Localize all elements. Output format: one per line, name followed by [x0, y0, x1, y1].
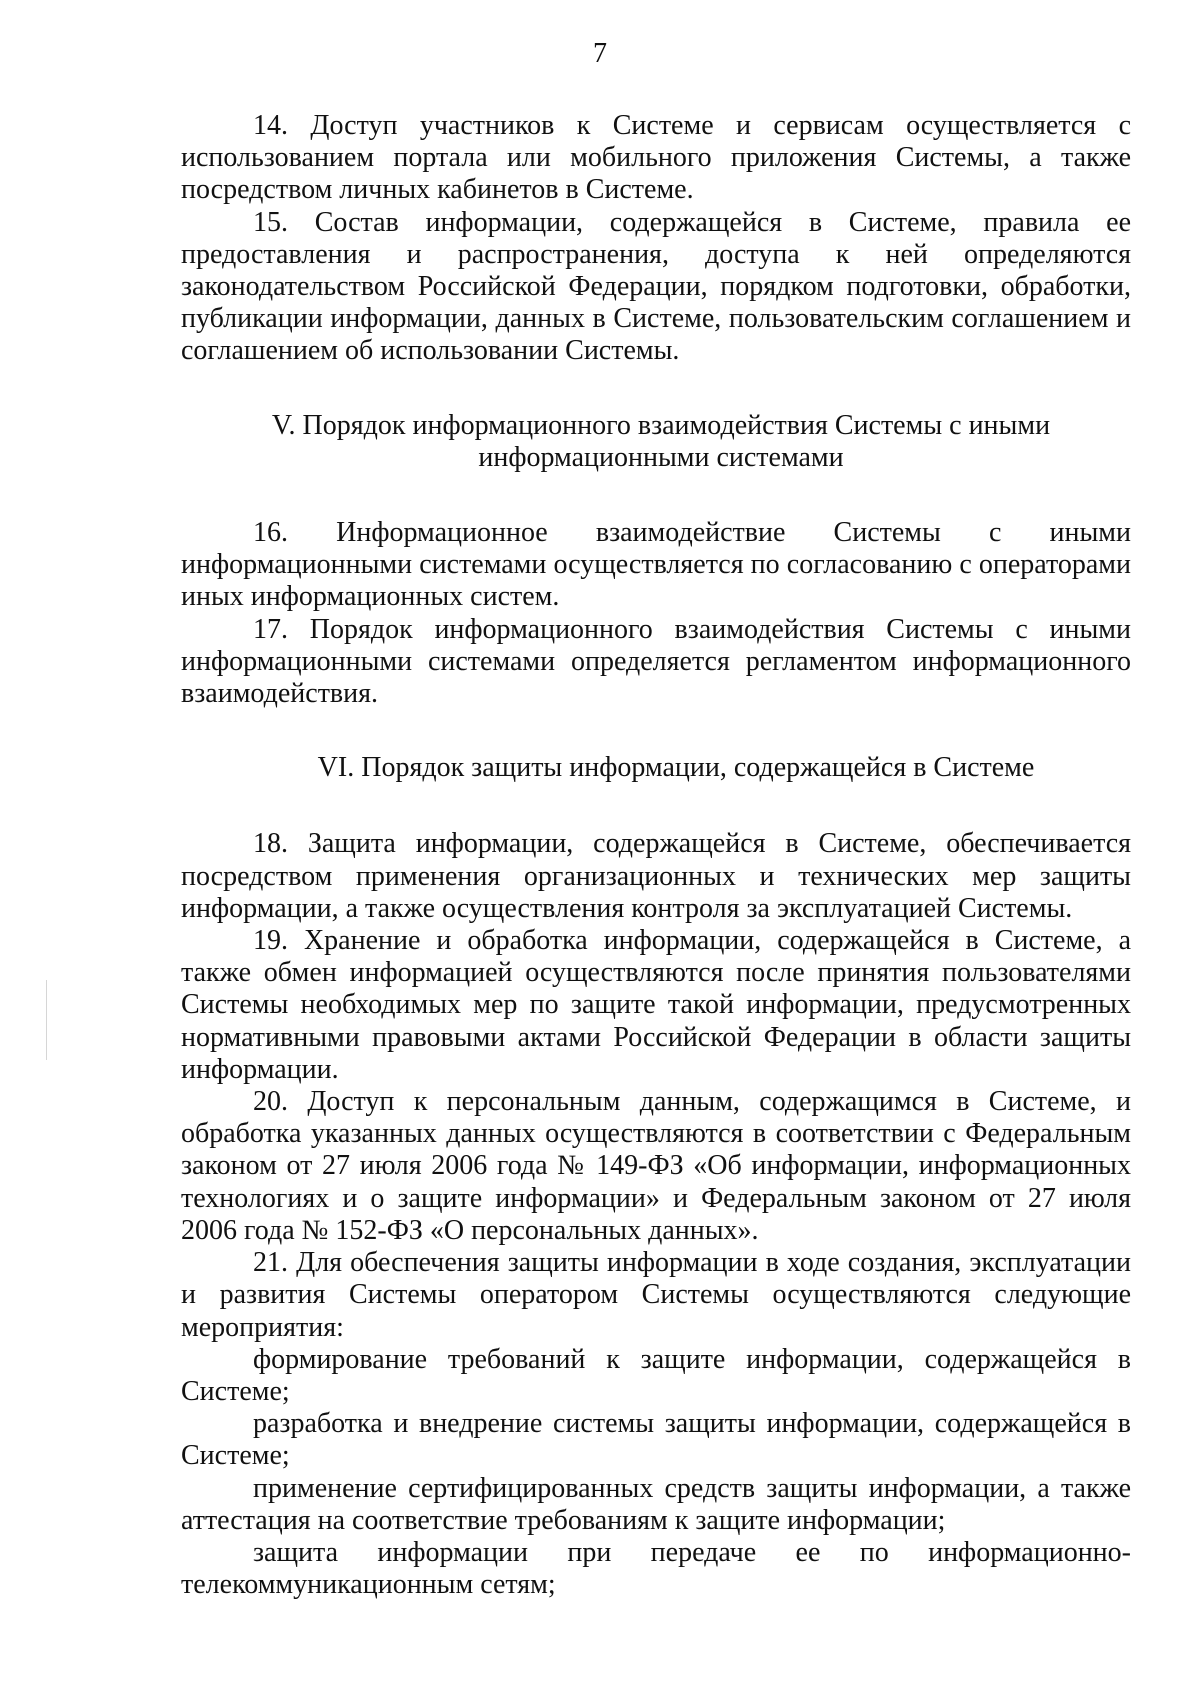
document-body [181, 110, 1131, 1601]
list-item-network-transfer: защита информации при передаче ее по информационно-телекоммуникационным сетям; [181, 1536, 1131, 1601]
paragraph-20: 20. Доступ к персональным данным, содержащимся в Системе, и обработка указанных данных осуществляются в соответствии с Федеральным законом от 27 июля 2006 года № 149-ФЗ «Об информации, информационных технологиях и о защите информации» и Федеральным законом от 27 июля 2006 года № 152-ФЗ «О персональных данных». [181, 1086, 1131, 1246]
paragraph-16: 16. Информационное взаимодействие Системы с иными информационными системами осуществляется по согласованию с операторами иных информационных систем. [181, 517, 1131, 613]
paragraph-17: 17. Порядок информационного взаимодействия Системы с иными информационными системами определяется регламентом информационного взаимодействия. [181, 613, 1131, 710]
page-number: 7 [593, 38, 607, 69]
paragraph-15: 15. Состав информации, содержащейся в Системе, правила ее предоставления и распространения, доступа к ней определяются законодательством Российской Федерации, порядком подготовки, обработки, публикации информации, данных в Системе, пользовательским соглашением и соглашением об использовании Системы. [181, 206, 1131, 367]
section-v-heading: V. Порядок информационного взаимодействия Системы с иными информационными системами [271, 409, 1051, 473]
list-item-certified-tools: применение сертифицированных средств защиты информации, а также аттестация на соответствие требованиям к защите информации; [181, 1472, 1131, 1536]
section-vi-heading: VI. Порядок защиты информации, содержащейся в Системе [317, 752, 1035, 784]
list-item-protection-system: разработка и внедрение системы защиты информации, содержащейся в Системе; [181, 1408, 1131, 1472]
paragraph-14: 14. Доступ участников к Системе и сервисам осуществляется с использованием портала или мобильного приложения Системы, а также посредством личных кабинетов в Системе. [181, 110, 1131, 206]
paragraph-18: 18. Защита информации, содержащейся в Системе, обеспечивается посредством применения организационных и технических мер защиты информации, а также осуществления контроля за эксплуатацией Системы. [181, 828, 1131, 924]
scan-edge-mark [46, 980, 47, 1060]
paragraph-21: 21. Для обеспечения защиты информации в ходе создания, эксплуатации и развития Системы оператором Системы осуществляются следующие мероприятия: [181, 1247, 1131, 1343]
list-item-requirements: формирование требований к защите информации, содержащейся в Системе; [181, 1343, 1131, 1407]
paragraph-19: 19. Хранение и обработка информации, содержащейся в Системе, а также обмен информацией осуществляются после принятия пользователями Системы необходимых мер по защите такой информации, предусмотренных нормативными правовыми актами Российской Федерации в области защиты информации. [181, 925, 1131, 1085]
